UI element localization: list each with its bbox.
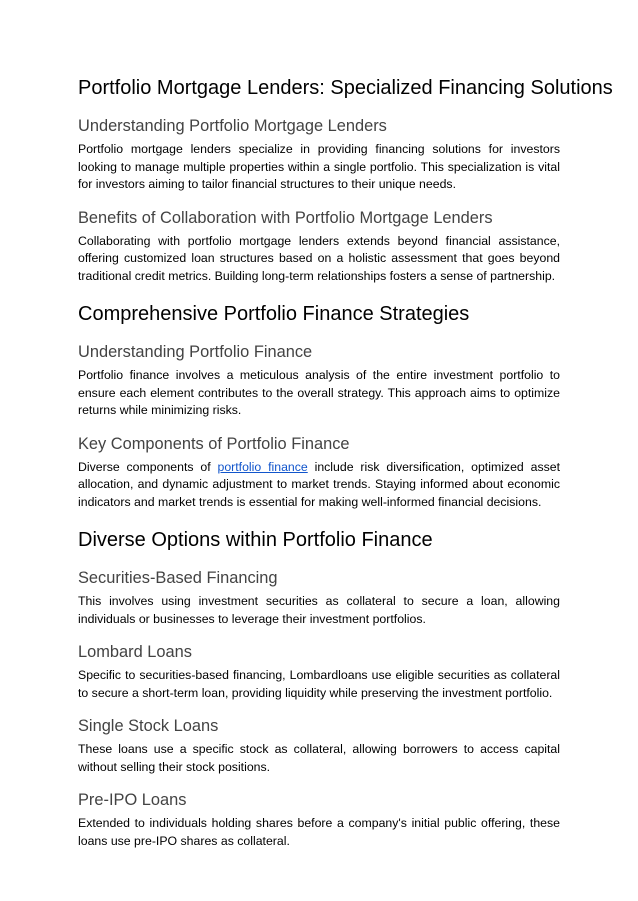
- portfolio-finance-link[interactable]: portfolio finance: [217, 459, 308, 474]
- subheading-understanding-portfolio-mortgage-lenders: Understanding Portfolio Mortgage Lenders: [78, 117, 387, 135]
- subheading-understanding-portfolio-finance: Understanding Portfolio Finance: [78, 343, 313, 361]
- subheading-pre-ipo-loans: Pre-IPO Loans: [78, 791, 187, 809]
- paragraph-benefits-of-collaboration: Collaborating with portfolio mortgage lenders extends beyond financial assistance, offering customized loan structures based on a holistic assessment that goes beyond traditional credit metrics. Building long-term relationships fosters a sense of partnership.: [78, 233, 560, 283]
- subheading-key-components: Key Components of Portfolio Finance: [78, 434, 350, 453]
- section-title-comprehensive-strategies: Comprehensive Portfolio Finance Strategies: [78, 303, 470, 325]
- paragraph-securities-based-financing: This involves using investment securities as collateral to secure a loan, allowing individuals or businesses to leverage their investment portfolios.: [78, 594, 560, 626]
- paragraph-understanding-portfolio-finance: Portfolio finance involves a meticulous analysis of the entire investment portfolio to ensure each element contributes to the overall strategy. This approach aims to optimize returns while minimizing risks.: [78, 368, 560, 417]
- paragraph-key-components: [78, 459, 560, 512]
- paragraph-pre-ipo-loans: Extended to individuals holding shares before a company's initial public offering, these loans use pre-IPO shares as collateral.: [78, 816, 560, 848]
- subheading-benefits-of-collaboration: Benefits of Collaboration with Portfolio Mortgage Lenders: [78, 208, 493, 227]
- paragraph-lombard-loans: Specific to securities-based financing, Lombardloans use eligible securities as collateral to secure a short-term loan, providing liquidity while preserving the investment portfolio.: [78, 668, 560, 700]
- section-title-diverse-options: Diverse Options within Portfolio Finance: [78, 529, 433, 551]
- section-title-portfolio-mortgage-lenders: Portfolio Mortgage Lenders: Specialized Financing Solutions: [78, 77, 613, 99]
- paragraph-understanding-portfolio-mortgage-lenders: Portfolio mortgage lenders specialize in providing financing solutions for investors looking to manage multiple properties within a single portfolio. This specialization is vital for investors aiming to tailor financial structures to their unique needs.: [78, 142, 560, 191]
- subheading-lombard-loans: Lombard Loans: [78, 643, 192, 661]
- paragraph-single-stock-loans: These loans use a specific stock as collateral, allowing borrowers to access capital without selling their stock positions.: [78, 742, 560, 774]
- subheading-securities-based-financing: Securities-Based Financing: [78, 569, 278, 587]
- subheading-single-stock-loans: Single Stock Loans: [78, 717, 219, 735]
- paragraph-key-components-text-after: include risk diversification, optimized asset allocation, and dynamic adjustment to market trends. Staying informed about economic indicators and market trends is essential for making well-informed financial decisions.: [78, 459, 560, 509]
- paragraph-key-components-text-before: Diverse components of: [78, 459, 218, 474]
